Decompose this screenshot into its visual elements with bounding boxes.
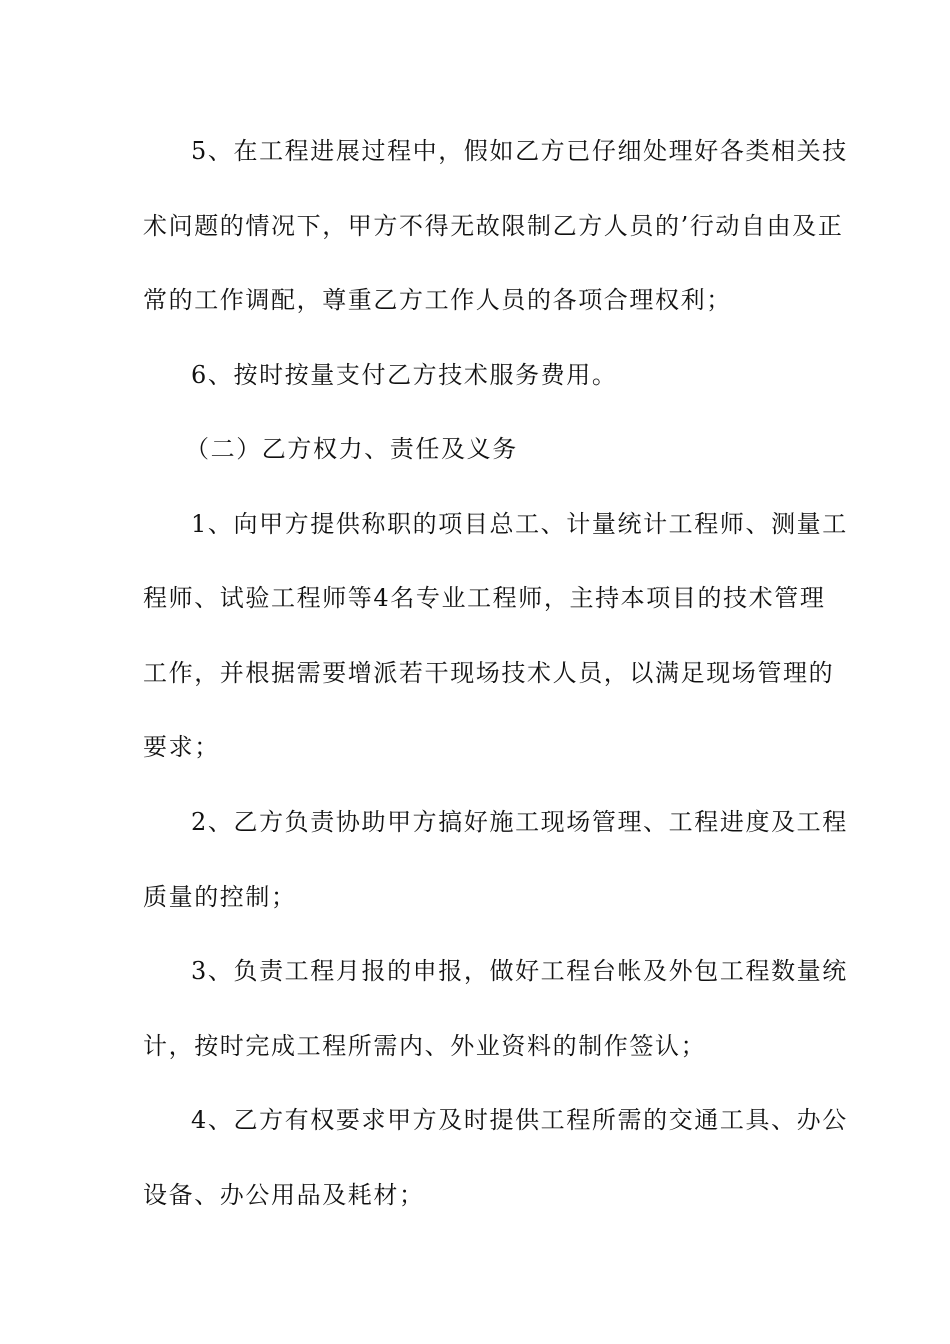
item-4-line-2: 设备、办公用品及耗材； [143,1181,425,1209]
item-1-line-1: 1、向甲方提供称职的项目总工、计量统计工程师、测量工 [191,510,848,538]
item-2-line-2: 质量的控制； [143,883,297,911]
item-3-line-1: 3、负责工程月报的申报，做好工程台帐及外包工程数量统 [191,957,848,985]
paragraph-6-line-1: 6、按时按量支付乙方技术服务费用。 [191,361,618,389]
item-1-line-4: 要求； [143,733,220,761]
item-1-line-3: 工作，并根据需要增派若干现场技术人员，以满足现场管理的 [143,659,835,687]
item-2-line-1: 2、乙方负责协助甲方搞好施工现场管理、工程进度及工程 [191,808,848,836]
paragraph-5-line-1: 5、在工程进展过程中，假如乙方已仔细处理好各类相关技 [191,137,848,165]
item-4-line-1: 4、乙方有权要求甲方及时提供工程所需的交通工具、办公 [191,1106,848,1134]
paragraph-5-line-3: 常的工作调配，尊重乙方工作人员的各项合理权利； [143,286,732,314]
item-3-line-2: 计，按时完成工程所需内、外业资料的制作签认； [143,1032,707,1060]
section-heading: （二）乙方权力、责任及义务 [185,435,518,463]
item-1-line-2: 程师、试验工程师等4名专业工程师，主持本项目的技术管理 [143,584,826,612]
paragraph-5-line-2: 术问题的情况下，甲方不得无故限制乙方人员的’行动自由及正 [143,212,844,240]
